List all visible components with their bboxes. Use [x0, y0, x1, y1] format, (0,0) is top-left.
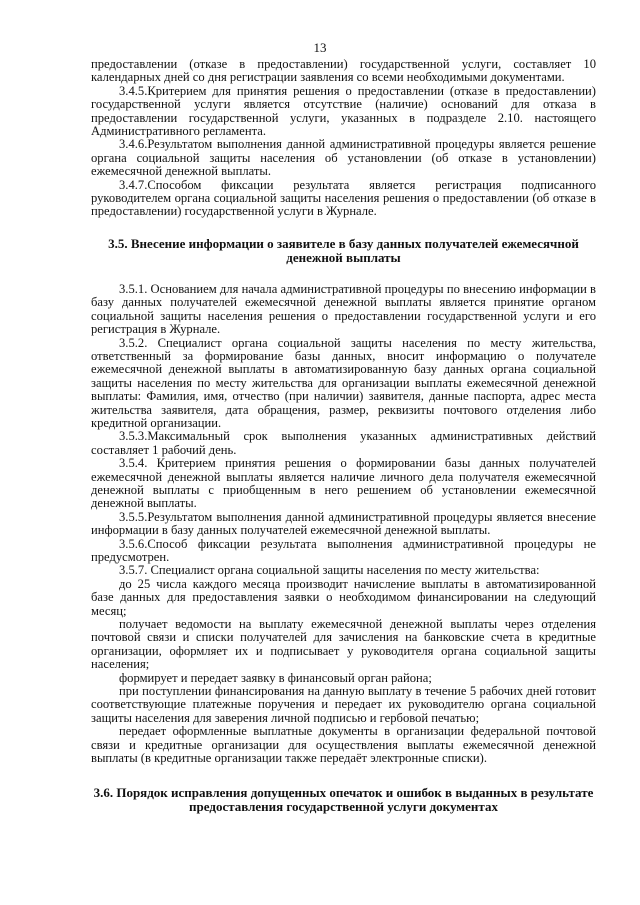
paragraph: формирует и передает заявку в финансовый орган района;: [119, 670, 432, 685]
paragraph: 3.4.5.Критерием для принятия решения о предоставлении (отказе в предоставлении) государственной услуги является отсутствие (наличие) оснований для отказа в предоставлении государственной услуги, указанных в подразделе 2.10. настоящего Административного регламента.: [91, 83, 596, 139]
paragraph: 3.4.7.Способом фиксации результата является регистрация подписанного руководителем органа социальной защиты населения решения о предоставлении (об отказе в предоставлении) государственной услуги в Журнале.: [91, 177, 596, 219]
paragraph: предоставлении (отказе в предоставлении) государственной услуги, составляет 10 календарных дней со дня регистрации заявления со всеми необходимыми документами.: [91, 57, 596, 85]
paragraph: передает оформленные выплатные документы в организации федеральной почтовой связи и кредитные организации для осуществления выплаты ежемесячной денежной выплаты (в кредитные организации также передаёт электронные списки).: [91, 724, 596, 766]
section-heading: 3.6. Порядок исправления допущенных опечаток и ошибок в выданных в результате предоставления государственной услуги документах: [93, 784, 594, 814]
paragraph: получает ведомости на выплату ежемесячной денежной выплаты через отделения почтовой связи и списки получателей для зачисления на банковские счета в кредитные организации, оформляет их и подписывает у руководителя органа социальной защиты населения;: [91, 617, 596, 672]
paragraph: до 25 числа каждого месяца производит начисление выплаты в автоматизированной базе данных для предоставления заявки о необходимом финансировании на следующий месяц;: [91, 576, 596, 618]
paragraph: 3.5.6.Способ фиксации результата выполнения административной процедуры не предусмотрен.: [91, 536, 596, 564]
paragraph: при поступлении финансирования на данную выплату в течение 5 рабочих дней готовит соответствующие платежные поручения и передает их руководителю органа социальной защиты населения для заверения личной подписью и гербовой печатью;: [91, 684, 596, 725]
page-number: 13: [313, 40, 327, 55]
document-body: [91, 58, 596, 814]
paragraph: 3.5.5.Результатом выполнения данной административной процедуры является внесение информации в базу данных получателей ежемесячной денежной выплаты.: [91, 509, 596, 538]
paragraph: 3.4.6.Результатом выполнения данной административной процедуры является решение органа социальной защиты населения об установлении (об отказе в установлении) ежемесячной денежной выплаты.: [91, 137, 596, 179]
paragraph: 3.5.7. Специалист органа социальной защиты населения по месту жительства:: [119, 563, 540, 578]
paragraph: 3.5.4. Критерием принятия решения о формировании базы данных получателей ежемесячной денежной выплаты является наличие личного дела получателя ежемесячной денежной выплаты с приобщенным в него решением об установлении ежемесячной денежной выплаты.: [91, 456, 596, 511]
paragraph: 3.5.3.Максимальный срок выполнения указанных административных действий составляет 1 рабочий день.: [91, 429, 596, 457]
section-heading: 3.5. Внесение информации о заявителе в базу данных получателей ежемесячной денежной выплаты: [108, 235, 579, 265]
paragraph: 3.5.1. Основанием для начала административной процедуры по внесению информации в базу данных получателей ежемесячной денежной выплаты является принятие органом социальной защиты населения решения о предоставлении государственной услуги и его регистрация в Журнале.: [91, 281, 596, 337]
paragraph: 3.5.2. Специалист органа социальной защиты населения по месту жительства, ответственный за формирование базы данных, вносит информацию о получателе ежемесячной денежной выплаты в автоматизированную базу данных органа социальной защиты населения по месту жительства для организации выплаты ежемесячной денежной выплаты: Фамилия, имя, отчество (при наличии) заявителя, данные паспорта, адрес места жительства заявителя, дата обращения, размер, реквизиты почтового отделения либо кредитной организации.: [91, 335, 596, 430]
